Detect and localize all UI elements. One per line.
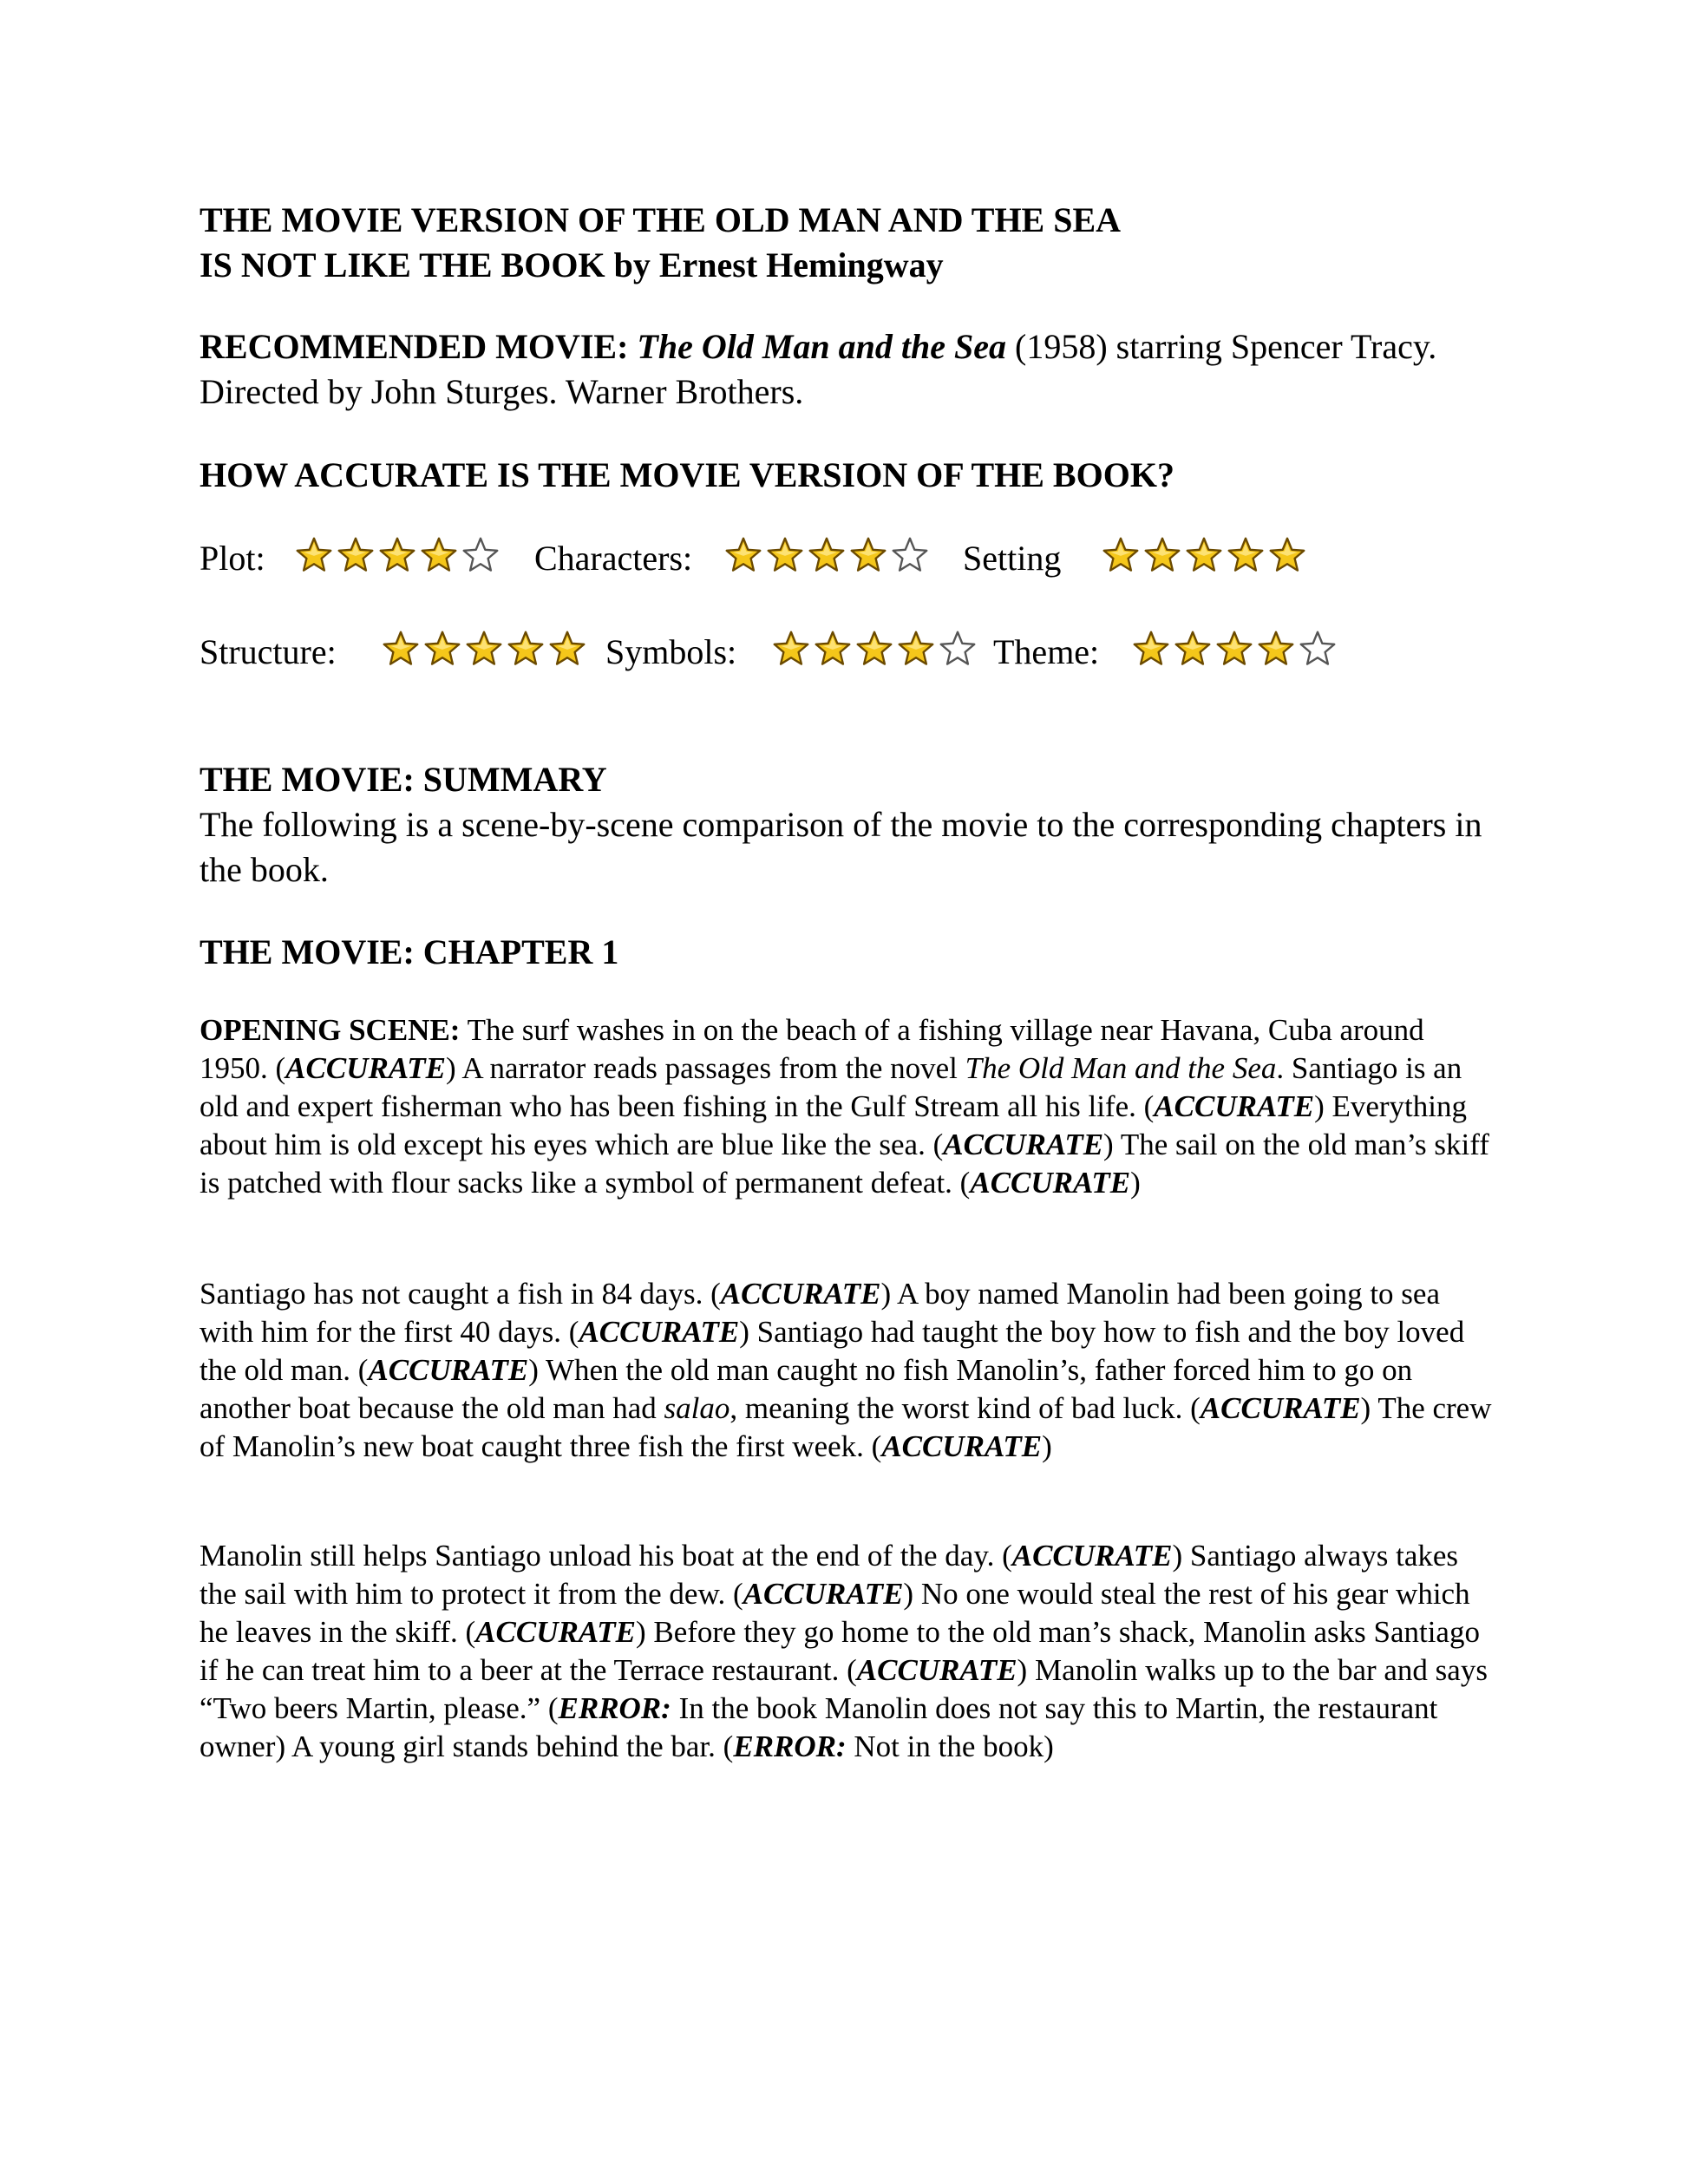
star-filled-icon bbox=[849, 536, 887, 574]
document-title bbox=[200, 198, 1121, 288]
paragraph-text: Not in the book) bbox=[846, 1730, 1054, 1763]
paragraph-text: ) No one would steal the rest of his gear which he leaves in the skiff. ( bbox=[200, 1577, 1470, 1649]
rating-stars-setting bbox=[1102, 533, 1310, 578]
rating-stars-plot bbox=[295, 533, 503, 578]
star-filled-icon bbox=[1185, 536, 1223, 574]
paragraph-text: . Santiago is an old and expert fisherman who has been fishing in the Gulf Stream all his life. ( bbox=[200, 1051, 1462, 1123]
verdict-label: ERROR: bbox=[733, 1730, 847, 1763]
star-outline-icon bbox=[939, 630, 977, 668]
chapter-heading: THE MOVIE: CHAPTER 1 bbox=[200, 932, 619, 971]
paragraph-text: Manolin still helps Santiago unload his boat at the end of the day. ( bbox=[200, 1539, 1012, 1573]
star-filled-icon bbox=[897, 630, 935, 668]
verdict-label: ACCURATE bbox=[743, 1577, 904, 1611]
star-filled-icon bbox=[1132, 630, 1170, 668]
star-filled-icon bbox=[507, 630, 545, 668]
star-filled-icon bbox=[724, 536, 762, 574]
rating-stars-structure bbox=[382, 626, 590, 671]
star-filled-icon bbox=[1257, 630, 1295, 668]
paragraph-text: The surf washes in on the beach of a fishing village near Havana, Cuba around 1950. ( bbox=[200, 1013, 1424, 1085]
star-filled-icon bbox=[1227, 536, 1265, 574]
rating-label-structure: Structure: bbox=[200, 632, 337, 671]
paragraph-text: ) A boy named Manolin had been going to sea with him for the first 40 days. ( bbox=[200, 1277, 1440, 1349]
verdict-label: ACCURATE bbox=[856, 1653, 1017, 1687]
star-outline-icon bbox=[891, 536, 929, 574]
verdict-label: ACCURATE bbox=[1200, 1391, 1361, 1425]
recommended-movie bbox=[200, 324, 1501, 415]
paragraph-santiago bbox=[200, 1275, 1492, 1466]
verdict-label: ACCURATE bbox=[720, 1277, 881, 1311]
rating-label-setting: Setting bbox=[963, 539, 1062, 578]
star-filled-icon bbox=[465, 630, 503, 668]
verdict-label: ACCURATE bbox=[970, 1166, 1131, 1200]
verdict-label: ACCURATE bbox=[1154, 1089, 1315, 1123]
star-filled-icon bbox=[382, 630, 420, 668]
paragraph-text: Santiago has not caught a fish in 84 days. ( bbox=[200, 1277, 721, 1311]
star-filled-icon bbox=[548, 630, 586, 668]
paragraph-text: ) Before they go home to the old man’s shack, Manolin asks Santiago if he can treat him to a beer at the Terrace restaurant. ( bbox=[200, 1615, 1480, 1687]
rating-label-plot: Plot: bbox=[200, 539, 265, 578]
verdict-label: ERROR: bbox=[558, 1691, 671, 1725]
summary-heading: THE MOVIE: SUMMARY bbox=[200, 760, 607, 799]
star-filled-icon bbox=[1268, 536, 1306, 574]
verdict-label: ACCURATE bbox=[881, 1429, 1043, 1463]
star-filled-icon bbox=[814, 630, 852, 668]
star-filled-icon bbox=[420, 536, 458, 574]
rating-stars-theme bbox=[1132, 626, 1340, 671]
recommended-label: RECOMMENDED MOVIE: bbox=[200, 327, 629, 366]
accuracy-heading: HOW ACCURATE IS THE MOVIE VERSION OF THE BOOK? bbox=[200, 455, 1174, 494]
star-filled-icon bbox=[295, 536, 333, 574]
paragraph-text: ) The sail on the old man’s skiff is patched with flour sacks like a symbol of permanent defeat. ( bbox=[200, 1128, 1489, 1200]
summary-text: The following is a scene-by-scene comparison of the movie to the corresponding chapters in the book. bbox=[200, 805, 1482, 889]
recommended-title: The Old Man and the Sea bbox=[637, 327, 1007, 366]
paragraph-text: ) Manolin walks up to the bar and says “Two beers Martin, please.” ( bbox=[200, 1653, 1488, 1725]
rating-stars-symbols bbox=[772, 626, 980, 671]
star-filled-icon bbox=[1143, 536, 1181, 574]
star-filled-icon bbox=[378, 536, 416, 574]
paragraph-text: ) bbox=[1130, 1166, 1141, 1200]
verdict-label: ACCURATE bbox=[579, 1315, 740, 1349]
star-filled-icon bbox=[423, 630, 461, 668]
star-outline-icon bbox=[1299, 630, 1337, 668]
recommended-details: (1958) starring Spencer Tracy. Directed by John Sturges. Warner Brothers. bbox=[200, 327, 1437, 411]
paragraph-opening-scene bbox=[200, 1011, 1492, 1202]
rating-label-symbols: Symbols: bbox=[605, 632, 737, 671]
paragraph-text: ) A narrator reads passages from the novel bbox=[445, 1051, 965, 1085]
scene-label: OPENING SCENE: bbox=[200, 1013, 461, 1047]
paragraph-text: ) Santiago had taught the boy how to fish and the boy loved the old man. ( bbox=[200, 1315, 1465, 1387]
paragraph-manolin bbox=[200, 1537, 1492, 1766]
star-filled-icon bbox=[766, 536, 804, 574]
italic-text: salao bbox=[664, 1391, 730, 1425]
star-filled-icon bbox=[1102, 536, 1140, 574]
paragraph-text: ) The crew of Manolin’s new boat caught three fish the first week. ( bbox=[200, 1391, 1492, 1463]
star-filled-icon bbox=[337, 536, 375, 574]
verdict-label: ACCURATE bbox=[475, 1615, 636, 1649]
verdict-label: ACCURATE bbox=[943, 1128, 1104, 1161]
title-line-2: IS NOT LIKE THE BOOK by Ernest Hemingway bbox=[200, 245, 944, 284]
paragraph-text: , meaning the worst kind of bad luck. ( bbox=[730, 1391, 1201, 1425]
paragraph-text: ) Santiago always takes the sail with him to protect it from the dew. ( bbox=[200, 1539, 1459, 1611]
title-line-1: THE MOVIE VERSION OF THE OLD MAN AND THE SEA bbox=[200, 200, 1122, 239]
rating-label-characters: Characters: bbox=[534, 539, 693, 578]
paragraph-text: ) Everything about him is old except his eyes which are blue like the sea. ( bbox=[200, 1089, 1468, 1161]
verdict-label: ACCURATE bbox=[285, 1051, 446, 1085]
paragraph-text: ) bbox=[1042, 1429, 1052, 1463]
rating-label-theme: Theme: bbox=[993, 632, 1100, 671]
star-filled-icon bbox=[855, 630, 893, 668]
verdict-label: ACCURATE bbox=[368, 1353, 529, 1387]
star-outline-icon bbox=[461, 536, 500, 574]
paragraph-text: In the book Manolin does not say this to Martin, the restaurant owner) A young girl stands behind the bar. ( bbox=[200, 1691, 1438, 1763]
rating-stars-characters bbox=[724, 533, 932, 578]
paragraph-text: ) When the old man caught no fish Manolin’s, father forced him to go on another boat because the old man had bbox=[200, 1353, 1413, 1425]
italic-text: The Old Man and the Sea bbox=[965, 1051, 1277, 1085]
star-filled-icon bbox=[1174, 630, 1212, 668]
star-filled-icon bbox=[772, 630, 810, 668]
star-filled-icon bbox=[808, 536, 846, 574]
verdict-label: ACCURATE bbox=[1011, 1539, 1173, 1573]
star-filled-icon bbox=[1215, 630, 1253, 668]
